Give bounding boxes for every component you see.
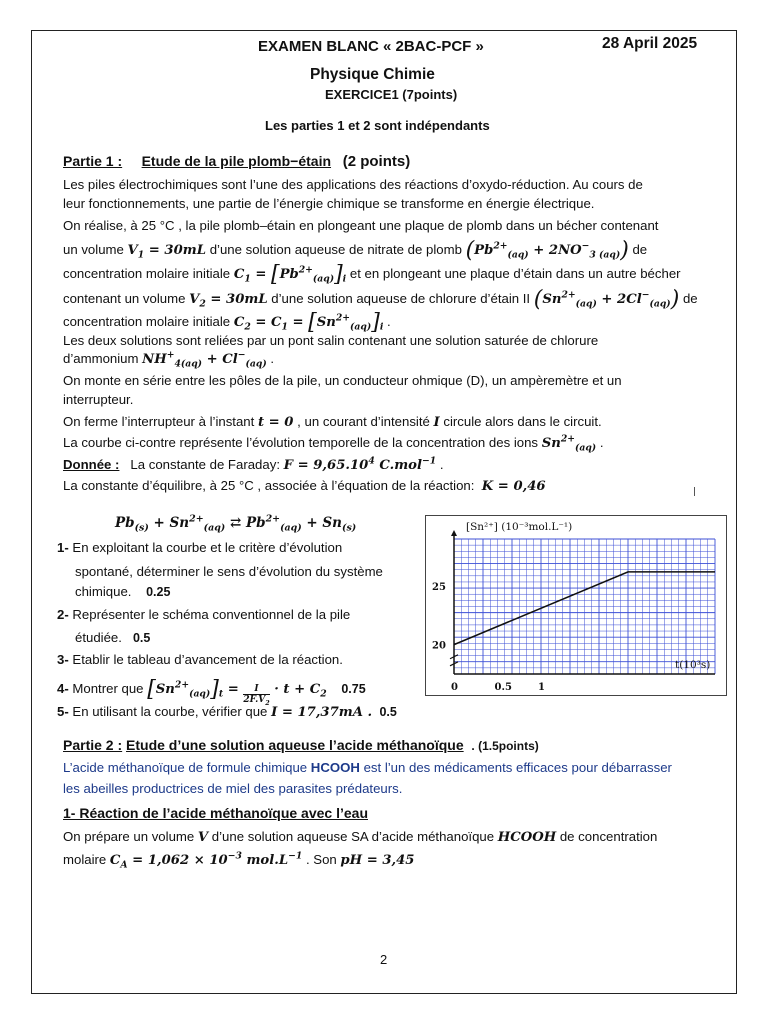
part1-para-line: d’ammonium $NH^+_{4(aq)} + Cl^-_{(aq)}$ . [63, 349, 275, 370]
part2-heading [63, 737, 539, 753]
exam-page-frame [31, 30, 737, 994]
part2-intro-line [63, 760, 672, 776]
text-span: d’une solution aqueuse SA d’acide méthanoïque [211, 829, 495, 844]
time-zero: t = 0 [257, 415, 294, 430]
part2-subheading [63, 805, 368, 821]
question-points: 0.25 [146, 585, 171, 599]
question-number: 5- [57, 704, 69, 719]
question-2 [57, 607, 350, 623]
part1-para-line: Les piles électrochimiques sont l’une des applications des réactions d’oxydo-réduction. Au cours de [63, 177, 643, 192]
x-tick-label: 1 [538, 682, 545, 693]
question-1 [57, 540, 342, 556]
part2-title: Etude d’une solution aqueuse l’acide méthanoïque [126, 737, 464, 753]
text-span: L’acide méthanoïque de formule chimique [63, 760, 308, 775]
part1-para-line: interrupteur. [63, 392, 134, 407]
question-1-line2: spontané, déterminer le sens d’évolution du système [75, 564, 383, 579]
part2-intro-line: les abeilles productrices de miel des parasites prédateurs. [63, 781, 403, 796]
tin-chloride-formula: $(Sn^{2+}_{(aq)} + 2Cl^-_{(aq)})$ [533, 287, 680, 312]
question-5 [57, 704, 397, 721]
text-span: de [682, 291, 698, 306]
donnee-line: Donnée : La constante de Faraday: $F = 9,65.10^4$ C.mol$^{-1}$ . [63, 455, 444, 473]
text-span: La constante de Faraday: [130, 457, 280, 472]
question-number: 1- [57, 540, 69, 555]
text-span: est l’un des médicaments efficaces pour débarrasser [363, 760, 672, 775]
part1-para-line [63, 287, 698, 312]
question-3 [57, 652, 343, 668]
donnee-label: Donnée : [63, 457, 120, 472]
volume-v2: $V_2 = 30mL$ [189, 292, 268, 310]
part1-label: Partie 1 : [63, 153, 123, 169]
chart-svg [426, 516, 728, 697]
c1-definition: $C_1 = [Pb^{2+}_{(aq)}]_i$ [233, 262, 347, 287]
y-tick-label: 25 [432, 581, 446, 593]
exam-date: 28 April 2025 [602, 35, 698, 52]
question-points: 0.5 [132, 631, 151, 645]
text-span: molaire [63, 852, 107, 867]
part2-text-line [63, 829, 657, 846]
text-span: et en plongeant une plaque d’étain dans un autre bécher [349, 266, 681, 281]
part2-points: . (1.5points) [471, 739, 539, 753]
text-span: . Son [305, 852, 337, 867]
text-span: de [632, 242, 648, 257]
current-symbol: I [433, 415, 440, 430]
text-span: La courbe ci-contre représente l’évolution temporelle de la concentration des ions [63, 435, 539, 450]
k-line [63, 478, 546, 495]
question-1-line3 [75, 584, 170, 600]
text-span: On prépare un volume [63, 829, 195, 844]
part2-label: Partie 2 : [63, 737, 123, 753]
question-number: 4- [57, 681, 69, 696]
part1-points: (2 points) [342, 153, 411, 170]
text-span: concentration molaire initiale [63, 314, 231, 329]
k-value: K = 0,46 [481, 479, 546, 494]
text-span: chimique. [75, 584, 132, 599]
subject-title: Physique Chimie [310, 66, 435, 83]
exam-title: EXAMEN BLANC « 2BAC-PCF » [258, 38, 484, 55]
text-span: circule alors dans le circuit. [443, 414, 602, 429]
text-span: de concentration [559, 829, 658, 844]
y-axis-arrow [451, 530, 457, 536]
x-tick-label: 0 [451, 682, 458, 693]
concentration-chart [425, 515, 727, 696]
text-span: Représenter le schéma conventionnel de la pile [72, 607, 351, 622]
text-cursor-mark [694, 487, 695, 496]
question-2-line2 [75, 630, 150, 646]
concentration-formula: $[Sn^{2+}_{(aq)}]_t$ = $\frac{I}{2F.V_2}$ · $t + C_2$ [147, 677, 327, 707]
part1-para-line [63, 262, 681, 287]
part1-title: Etude de la pile plomb−étain [141, 153, 332, 169]
volume-v: V [197, 830, 209, 845]
text-span: , un courant d’intensité [297, 414, 430, 429]
y-tick-label: 20 [432, 640, 446, 652]
part1-para-line [63, 414, 602, 431]
c2-definition: $C_2 = C_1 = [Sn^{2+}_{(aq)}]_i$ [233, 310, 384, 335]
part1-para-line: leur fonctionnements, une partie de l’énergie chimique se transforme en énergie électrique. [63, 196, 595, 211]
question-points: 0.75 [341, 682, 366, 696]
text-span: Montrer que [72, 681, 144, 696]
x-axis-label: t(10³s) [675, 659, 711, 671]
question-4 [57, 677, 366, 707]
part1-para-line: On réalise, à 25 °C , la pile plomb–étain en plongeant une plaque de plomb dans un bécher contenant [63, 218, 659, 233]
tin-ion: $Sn^{2+}_{(aq)}$ [541, 433, 597, 454]
question-number: 2- [57, 607, 69, 622]
question-points: 0.5 [379, 705, 397, 719]
text-span: En exploitant la courbe et le critère d’évolution [72, 540, 343, 555]
text-span: On ferme l’interrupteur à l’instant [63, 414, 255, 429]
reaction-equation: $Pb_{(s)} + Sn^{2+}_{(aq)}$ ⇄ $Pb^{2+}_{(aq)} + Sn_{(s)}$ [115, 513, 357, 534]
text-span: contenant un volume [63, 291, 186, 306]
text-span: étudiée. [75, 630, 122, 645]
page-number: 2 [380, 952, 388, 967]
text-span: En utilisant la courbe, vérifier que [72, 704, 268, 719]
text-span: La constante d’équilibre, à 25 °C , associée à l’équation de la réaction: [63, 478, 475, 493]
part1-para-line: La courbe ci-contre représente l’évolution temporelle de la concentration des ions $Sn^{2+}_{(aq)}$ . [63, 433, 604, 454]
part1-para-line: On monte en série entre les pôles de la pile, un conducteur ohmique (D), un ampèremètre et un [63, 373, 622, 388]
x-tick-label: 0.5 [494, 682, 512, 693]
question-number: 3- [57, 652, 69, 667]
text-span: concentration molaire initiale [63, 266, 231, 281]
lead-nitrate-formula: $(Pb^{2+}_{(aq)} + 2NO^-_{3 (aq)})$ [465, 238, 629, 263]
subheading-text: 1- Réaction de l’acide méthanoïque avec l’eau [63, 805, 368, 821]
ph-value: pH = 3,45 [340, 853, 415, 868]
text-span: d’ammonium [63, 351, 139, 366]
part1-para-line [63, 238, 648, 263]
part1-para-line: Les deux solutions sont reliées par un pont salin contenant une solution saturée de chlorure [63, 333, 599, 348]
text-span: un volume [63, 242, 124, 257]
current-value: I = 17,37mA . [271, 705, 373, 720]
text-span: Etablir le tableau d’avancement de la réaction. [72, 652, 343, 667]
chart-title: [Sn²⁺] (10⁻³mol.L⁻¹) [466, 521, 573, 533]
part1-heading [63, 153, 410, 170]
part1-para-line: concentration molaire initiale $C_2 = C_1 = [Sn^{2+}_{(aq)}]_i$ . [63, 310, 391, 335]
ca-value: $C_A = 1,062 \times 10^{-3}$ $mol.L^{-1}$ [109, 850, 303, 871]
faraday-constant: $F = 9,65.10^4$ C.mol$^{-1}$ [283, 455, 437, 473]
hcooh-formula: HCOOH [497, 830, 557, 845]
volume-v1: $V_1 = 30mL$ [127, 243, 207, 261]
hcooh-formula: HCOOH [310, 760, 360, 775]
text-span: d’une solution aqueuse de nitrate de plomb [209, 242, 462, 257]
exercise-title: EXERCICE1 (7points) [325, 87, 458, 102]
part2-text-line [63, 852, 414, 869]
parts-note: Les parties 1 et 2 sont indépendants [265, 118, 490, 133]
ammonium-chloride-formula: $NH^+_{4(aq)} + Cl^-_{(aq)}$ [142, 349, 267, 370]
text-span: d’une solution aqueuse de chlorure d’étain II [271, 291, 531, 306]
